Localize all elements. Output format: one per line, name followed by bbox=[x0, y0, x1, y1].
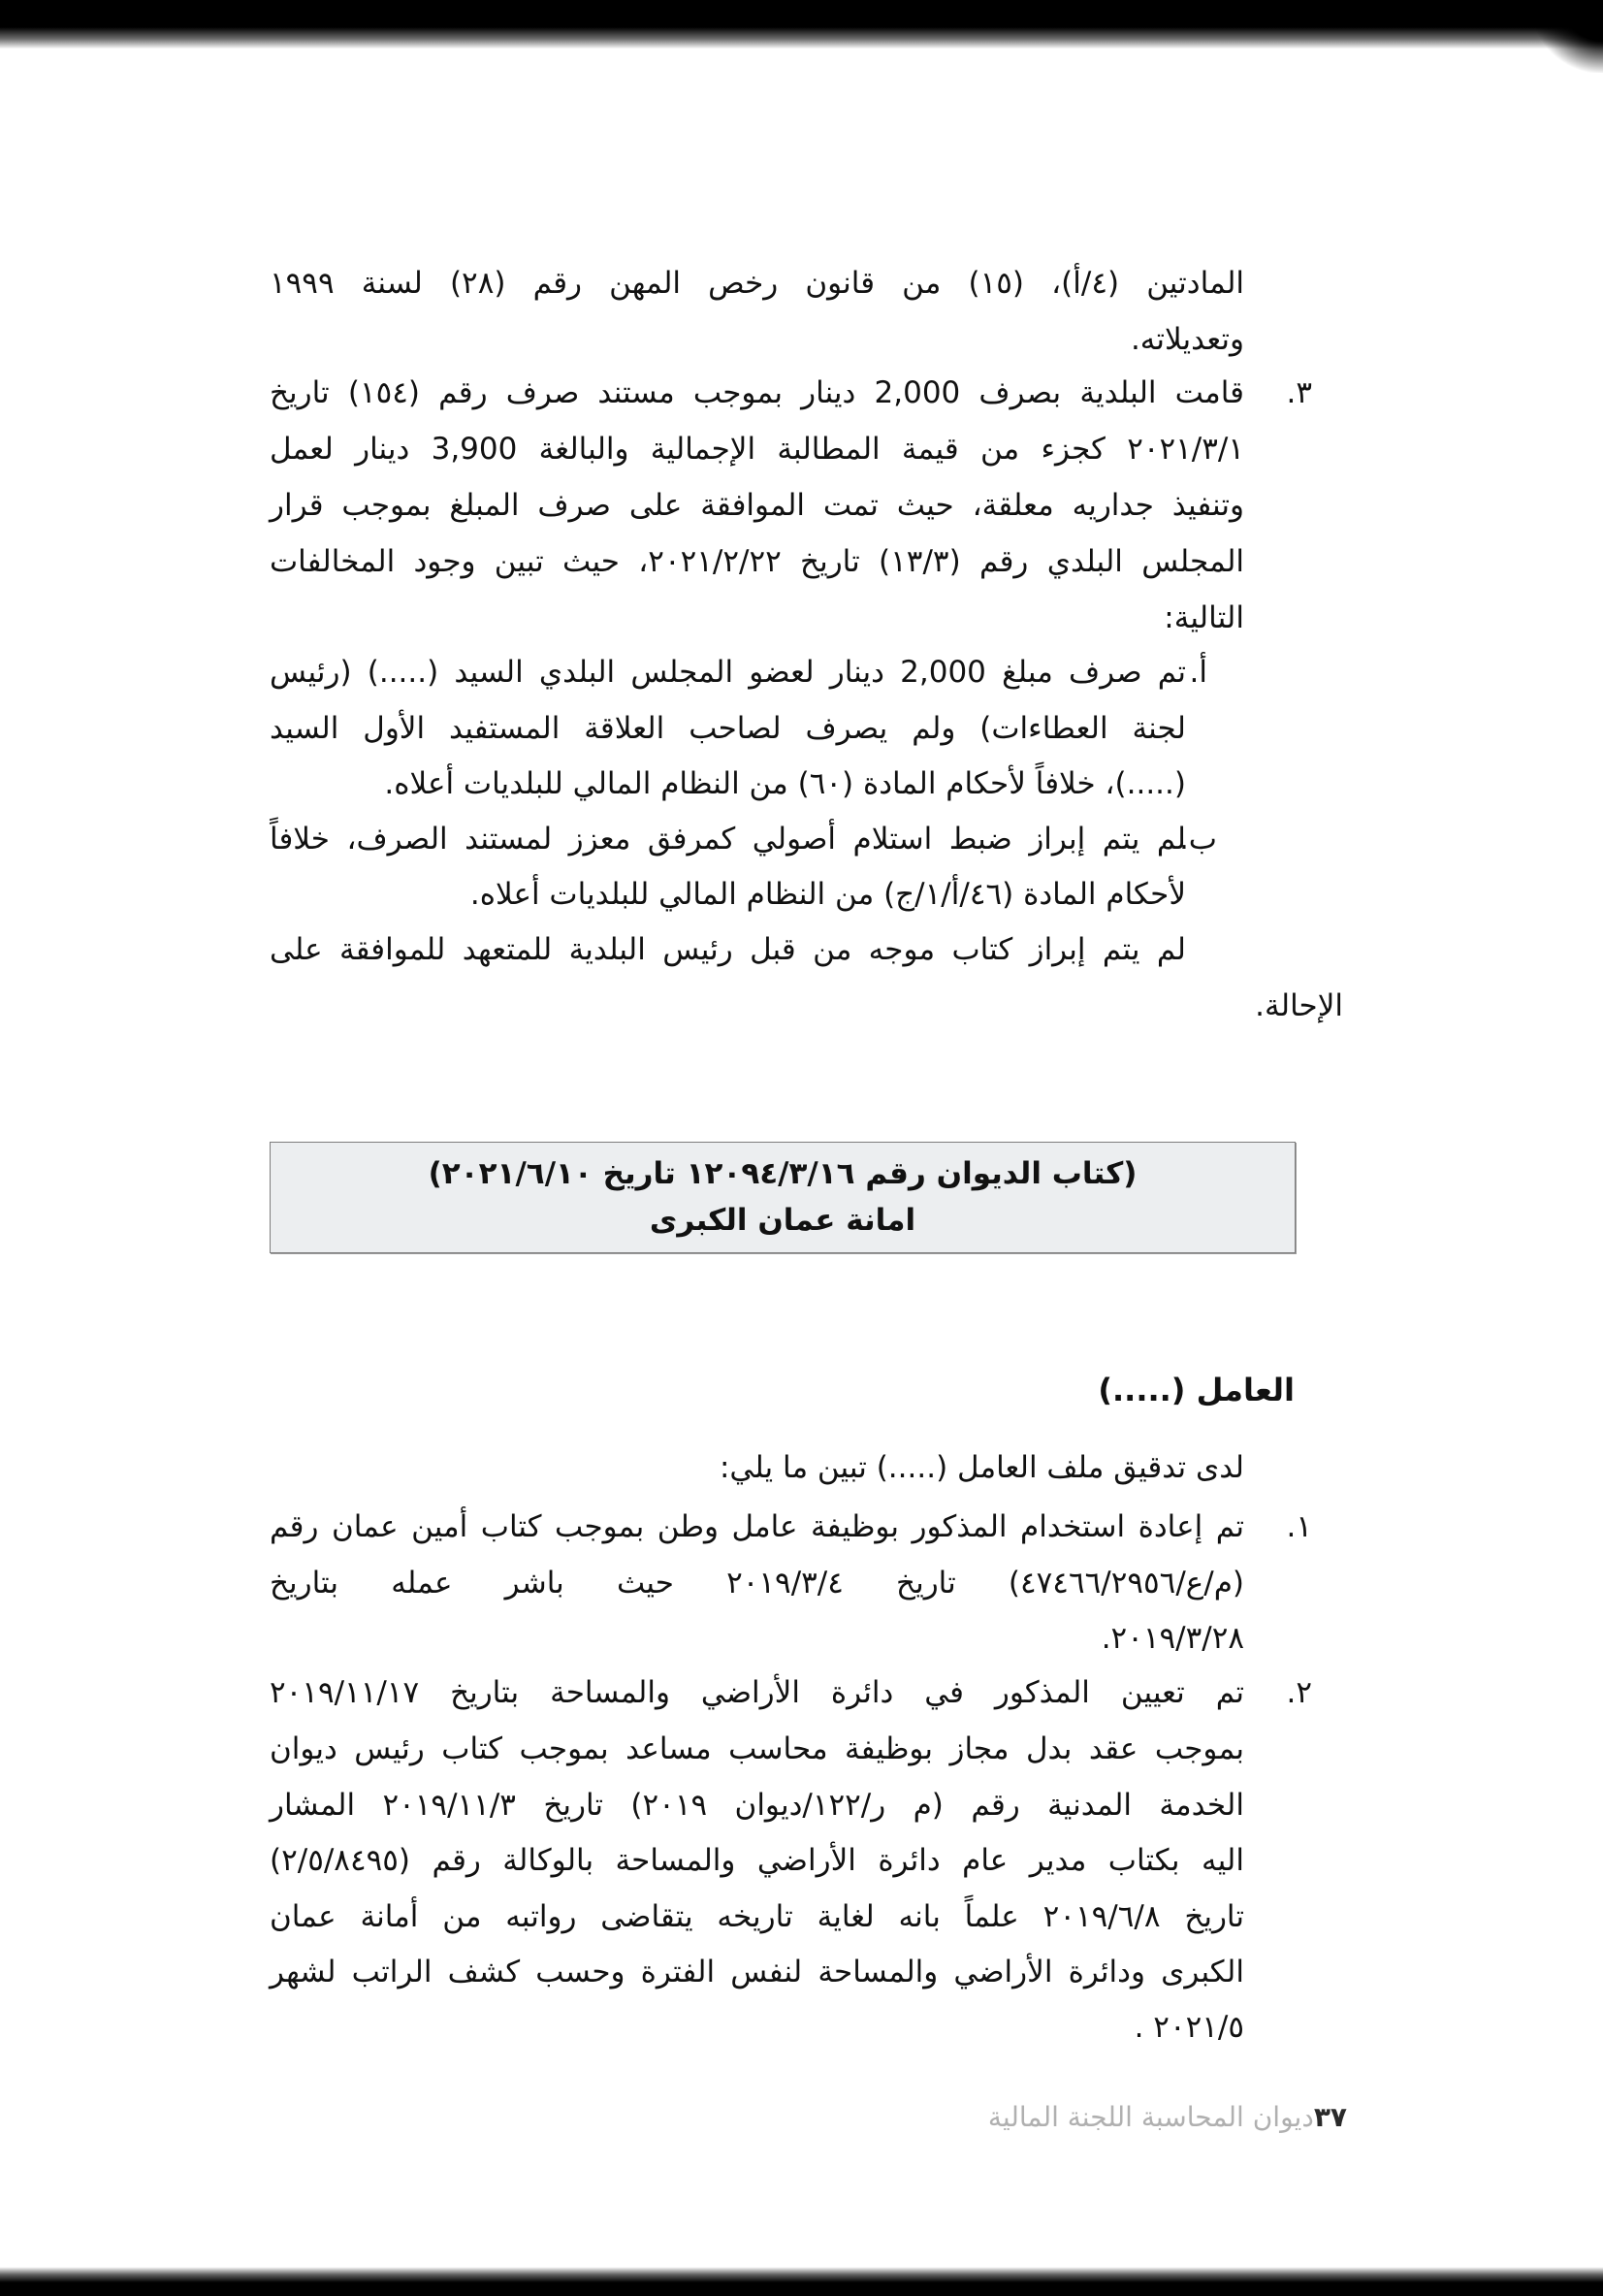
page-number: ٣٧ bbox=[1313, 2101, 1347, 2133]
item-2-line-6: الكبرى ودائرة الأراضي والمساحة لنفس الفترة وحسب كشف الراتب لشهر bbox=[270, 1955, 1244, 1989]
item-3-marker: ٣. bbox=[1286, 375, 1312, 410]
item-2-marker: ٢. bbox=[1286, 1675, 1312, 1710]
section-heading: العامل (.....) bbox=[1098, 1372, 1295, 1408]
sub-b-marker: ب. bbox=[1178, 822, 1217, 857]
sub-a-line-3: (.....)، خلافاً لأحكام المادة (٦٠) من النظام المالي للبلديات أعلاه. bbox=[384, 766, 1186, 801]
entity-name: امانة عمان الكبرى bbox=[649, 1203, 916, 1238]
sub-b-line-1: لم يتم إبراز ضبط استلام أصولي كمرفق معزز لمستند الصرف، خلافاً bbox=[270, 822, 1186, 857]
item-1-line-1: تم إعادة استخدام المذكور بوظيفة عامل وطن بموجب كتاب أمين عمان رقم bbox=[270, 1509, 1244, 1544]
item-3-line-1: قامت البلدية بصرف 2,000 دينار بموجب مستند صرف رقم (١٥٤) تاريخ bbox=[270, 375, 1244, 410]
item-2-line-7: ٢٠٢١/٥ . bbox=[1134, 2010, 1244, 2045]
item-2-line-4: اليه بكتاب مدير عام دائرة الأراضي والمساحة بالوكالة رقم (٢/٥/٨٤٩٥) bbox=[270, 1843, 1244, 1878]
footer-title: ديوان المحاسبة اللجنة المالية bbox=[987, 2101, 1314, 2133]
sub-a-marker: أ. bbox=[1189, 655, 1207, 690]
item-3-line-5: التالية: bbox=[1164, 600, 1244, 635]
item-2-line-2: بموجب عقد بدل مجاز بوظيفة محاسب مساعد بموجب كتاب رئيس ديوان bbox=[270, 1731, 1244, 1766]
sub-a-line-1: تم صرف مبلغ 2,000 دينار لعضو المجلس البلدي السيد (.....) (رئيس bbox=[270, 655, 1186, 690]
intro-text: لدى تدقيق ملف العامل (.....) تبين ما يلي: bbox=[719, 1450, 1244, 1485]
item-1-line-2: (م/ع/٤٧٤٦٦/٢٩٥٦) تاريخ ٢٠١٩/٣/٤ حيث باشر عمله بتاريخ bbox=[270, 1566, 1244, 1601]
item-2-line-5: تاريخ ٢٠١٩/٦/٨ علماً بانه لغاية تاريخه يتقاضى رواتبه من أمانة عمان bbox=[270, 1899, 1245, 1934]
item-2-line-3: الخدمة المدنية رقم (م ر/١٢٢/ديوان ٢٠١٩) تاريخ ٢٠١٩/١١/٣ المشار bbox=[270, 1788, 1244, 1823]
sub-a-line-2: لجنة العطاءات) ولم يصرف لصاحب العلاقة المستفيد الأول السيد bbox=[270, 711, 1186, 746]
page-footer bbox=[988, 2098, 1347, 2137]
item-3-line-3: وتنفيذ جداريه معلقة، حيث تمت الموافقة على صرف المبلغ بموجب قرار bbox=[270, 488, 1244, 523]
sub-b-line-2: لأحكام المادة (٤٦/أ/١/ج) من النظام المالي للبلديات أعلاه. bbox=[469, 877, 1186, 912]
sub-c-line-2: الإحالة. bbox=[1255, 988, 1343, 1023]
item-2-line-1: تم تعيين المذكور في دائرة الأراضي والمساحة بتاريخ ٢٠١٩/١١/١٧ bbox=[270, 1675, 1244, 1710]
letter-reference: (كتاب الديوان رقم ١٢٠٩٤/٣/١٦ تاريخ ٢٠٢١/٦/١٠) bbox=[428, 1156, 1138, 1191]
item-3-line-4: المجلس البلدي رقم (١٣/٣) تاريخ ٢٠٢١/٢/٢٢، حيث تبين وجود المخالفات bbox=[270, 544, 1244, 579]
top-block-line-1: المادتين (٤/أ)، (١٥) من قانون رخص المهن رقم (٢٨) لسنة ١٩٩٩ bbox=[270, 266, 1245, 301]
item-1-line-3: ٢٠١٩/٣/٢٨. bbox=[1101, 1621, 1244, 1656]
top-block-line-2: وتعديلاته. bbox=[1130, 322, 1244, 357]
sub-c-line-1: لم يتم إبراز كتاب موجه من قبل رئيس البلدية للمتعهد للموافقة على bbox=[270, 932, 1186, 967]
item-3-line-2: ٢٠٢١/٣/١ كجزء من قيمة المطالبة الإجمالية والبالغة 3,900 دينار لعمل bbox=[270, 432, 1244, 467]
letter-reference-box bbox=[270, 1142, 1296, 1253]
item-1-marker: ١. bbox=[1286, 1509, 1312, 1544]
